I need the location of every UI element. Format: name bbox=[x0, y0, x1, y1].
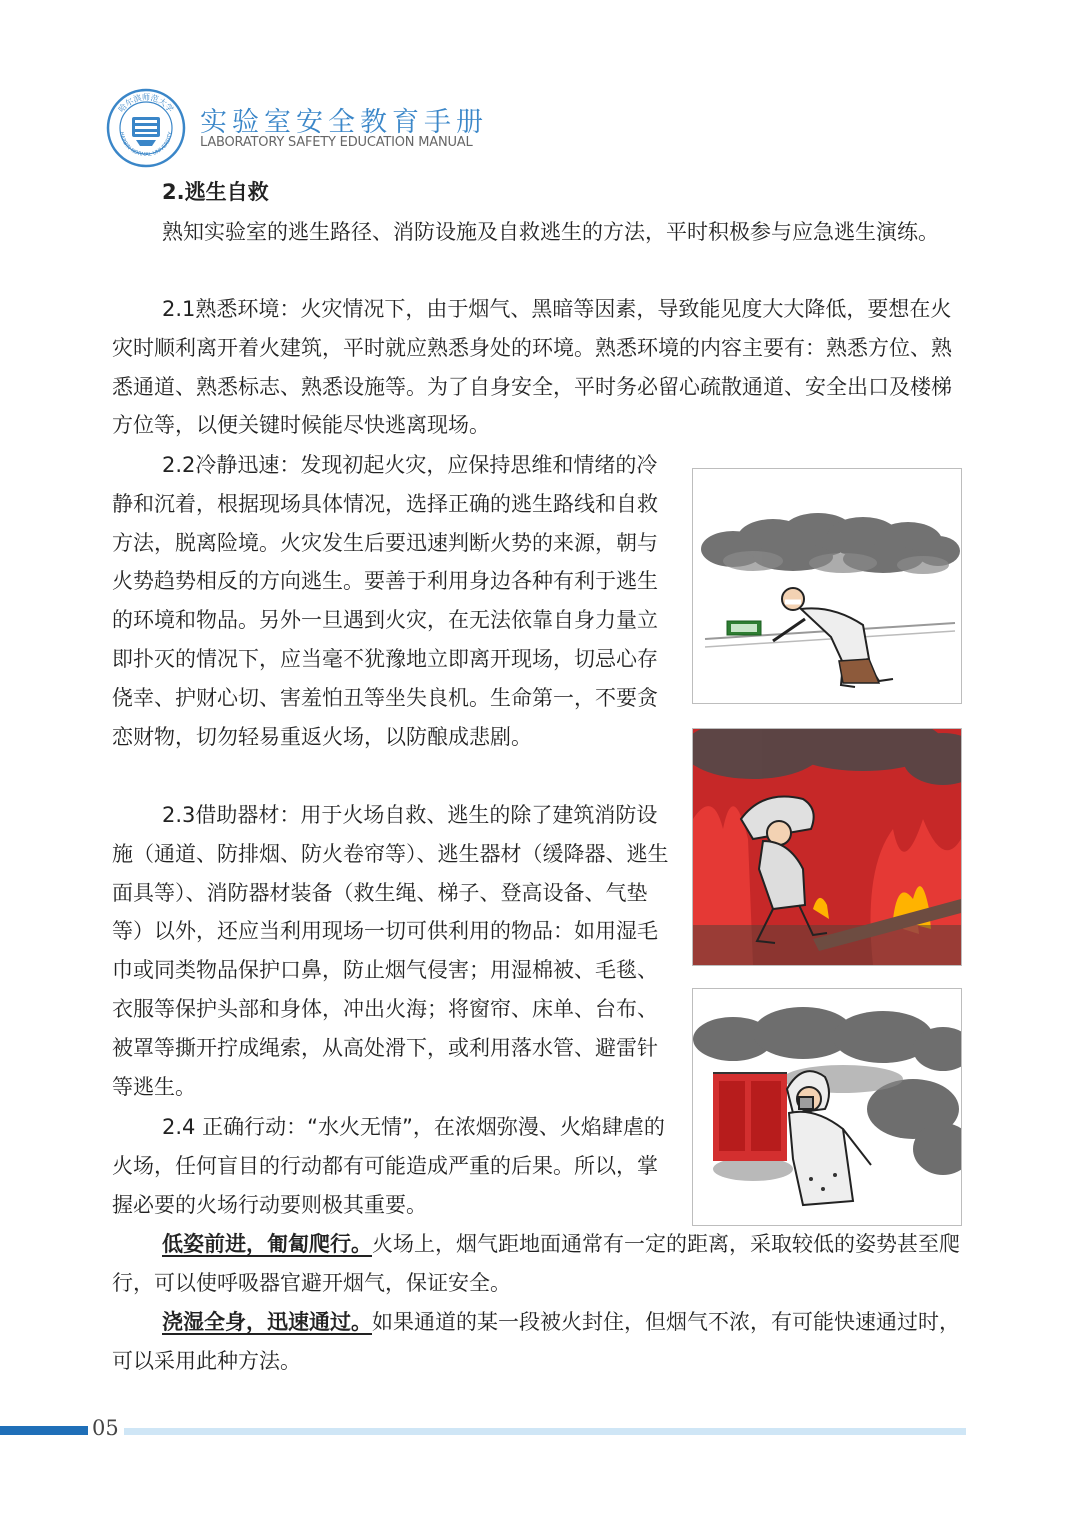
illustration-crouch-escape bbox=[692, 468, 962, 704]
intro-paragraph: 熟知实验室的逃生路径、消防设施及自救逃生的方法，平时积极参与应急逃生演练。 bbox=[162, 220, 939, 244]
tip-wet-body bbox=[112, 1303, 964, 1381]
paragraph-2-3: 2.3借助器材：用于火场自救、逃生的除了建筑消防设施（通道、防排烟、防火卷帘等）、逃生器材（缓降器、逃生面具等）、消防器材装备（救生绳、梯子、登高设备、气垫等）以外，还应当利用现场一切可供利用的物品：如用湿毛巾或同类物品保护口鼻，防止烟气侵害；用湿棉被、毛毯、衣服等保护头部和身体，冲出火海；将窗帘、床单、台布、被罩等撕开拧成绳索，从高处滑下，或利用落水管、避雷针等逃生。 bbox=[112, 803, 669, 1099]
page-number: 05 bbox=[92, 1416, 119, 1440]
logo-ring-top-text: 哈尔滨师范大学 bbox=[116, 93, 176, 115]
page-header bbox=[106, 88, 606, 170]
manual-title-cn: 实验室安全教育手册 bbox=[200, 107, 488, 138]
university-logo bbox=[106, 88, 186, 168]
tip-low-posture bbox=[112, 1225, 964, 1303]
manual-title-en: LABORATORY SAFETY EDUCATION MANUAL bbox=[200, 135, 473, 150]
paragraph-2-4: 2.4 正确行动：“水火无情”，在浓烟弥漫、火焰肆虐的火场，任何盲目的行动都有可能造成严重的后果。所以，掌握必要的火场行动要则极其重要。 bbox=[112, 1115, 665, 1217]
tip-low-posture-title: 低姿前进，匍匐爬行。 bbox=[162, 1232, 372, 1256]
logo-ring-bottom-text: HARBIN NORMAL UNIVERSITY bbox=[118, 131, 174, 159]
paragraph-2-1: 2.1熟悉环境：火灾情况下，由于烟气、黑暗等因素，导致能见度大大降低，要想在火灾时顺利离开着火建筑，平时就应熟悉身处的环境。熟悉环境的内容主要有：熟悉方位、熟悉通道、熟悉标志、熟悉设施等。为了自身安全，平时务必留心疏散通道、安全出口及楼梯方位等，以便关键时候能尽快逃离现场。 bbox=[112, 297, 952, 438]
tip-low-posture-text: 火场上，烟气距地面通常有一定的距离，采取较低的姿势甚至爬行，可以使呼吸器官避开烟气，保证安全。 bbox=[112, 1232, 960, 1295]
tip-wet-body-text: 如果通道的某一段被火封住，但烟气不浓，有可能快速通过时，可以采用此种方法。 bbox=[112, 1310, 960, 1373]
section-heading: 2.逃生自救 bbox=[162, 180, 269, 204]
tip-wet-body-title: 浇湿全身，迅速通过。 bbox=[162, 1310, 372, 1334]
footer-rule bbox=[124, 1428, 966, 1435]
paragraph-2-2: 2.2冷静迅速：发现初起火灾，应保持思维和情绪的冷静和沉着，根据现场具体情况，选择正确的逃生路线和自救方法，脱离险境。火灾发生后要迅速判断火势的来源，朝与火势趋势相反的方向逃生。要善于利用身边各种有利于逃生的环境和物品。另外一旦遇到火灾，在无法依靠自身力量立即扑灭的情况下，应当毫不犹豫地立即离开现场，切忌心存侥幸、护财心切、害羞怕丑等坐失良机。生命第一，不要贪恋财物，切勿轻易重返火场，以防酿成悲剧。 bbox=[112, 453, 658, 749]
footer-accent-bar bbox=[0, 1426, 88, 1435]
illustration-fire-blanket bbox=[692, 728, 962, 966]
illustration-mask-escape bbox=[692, 988, 962, 1226]
